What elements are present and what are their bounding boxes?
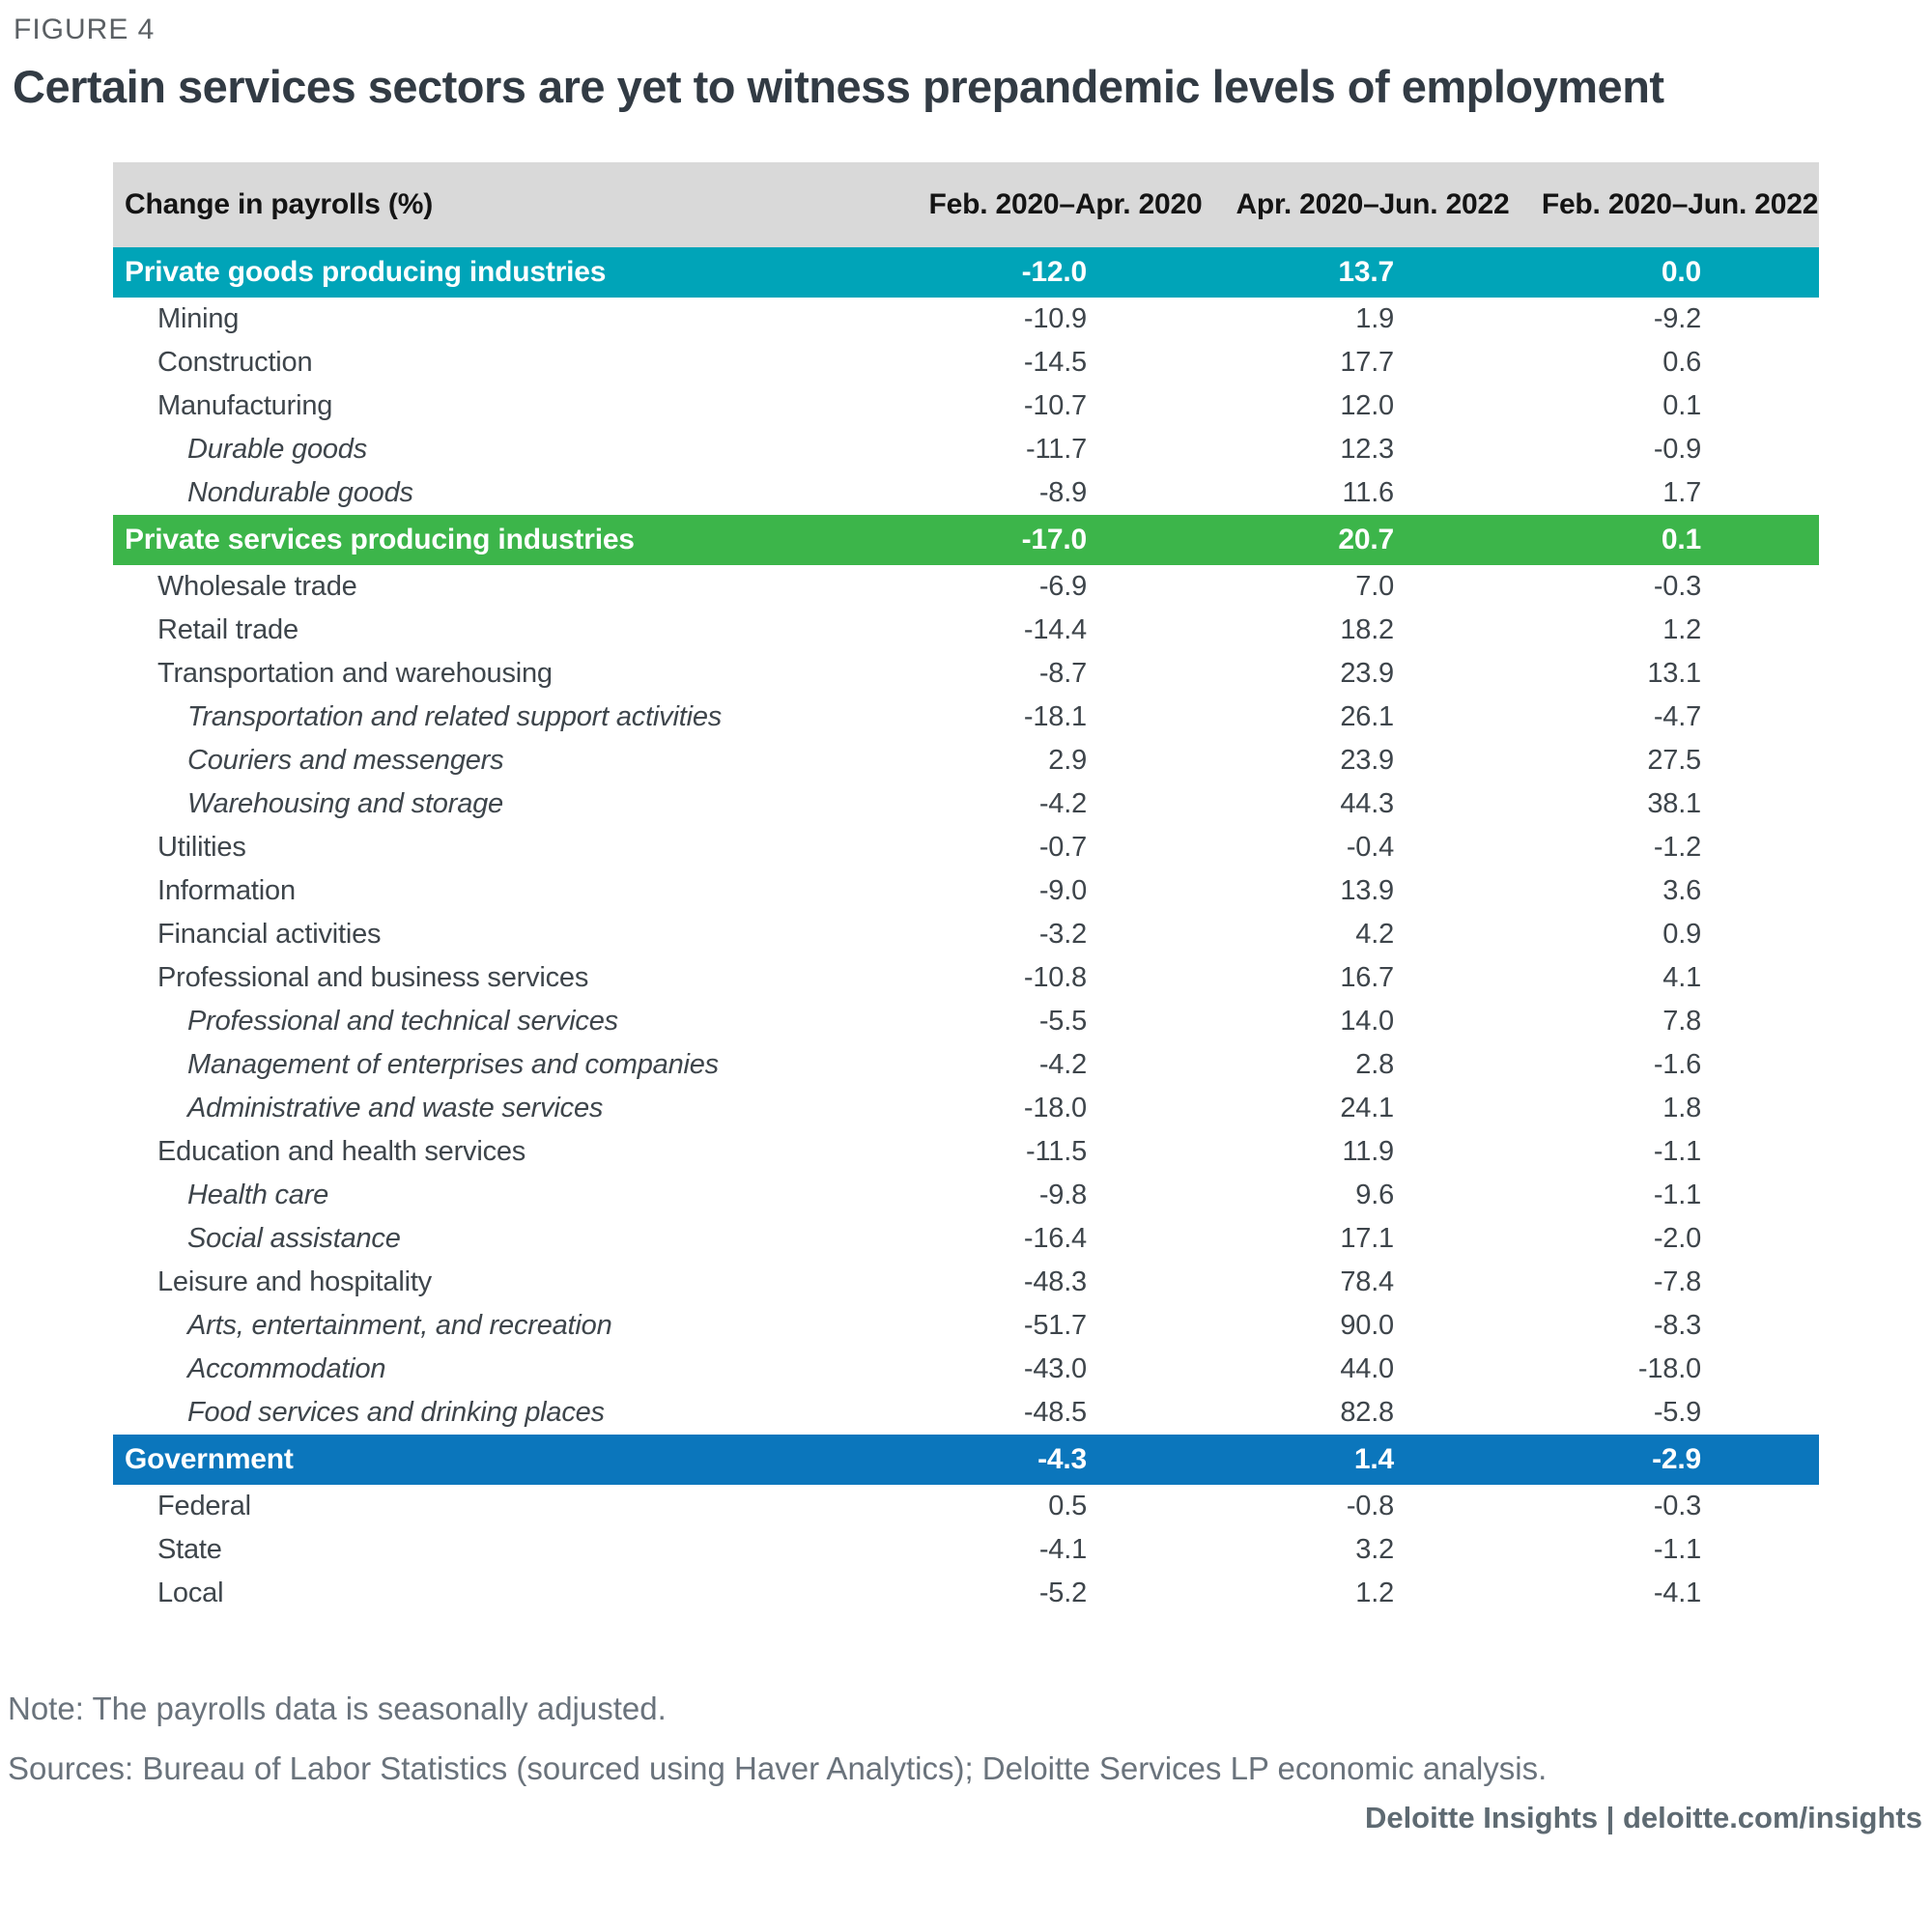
table-row [113,1528,1819,1572]
cell-value: -4.3 [1037,1442,1087,1475]
row-label: Durable goods [187,433,368,465]
cell-value: 24.1 [1340,1092,1394,1123]
cell-value: 0.9 [1662,918,1701,950]
table-row [113,956,1819,1000]
row-label: Construction [157,346,313,378]
cell-value: -2.0 [1653,1222,1701,1254]
cell-value: 7.8 [1662,1005,1701,1037]
page-title: Certain services sectors are yet to witness prepandemic levels of employment [13,61,1664,112]
row-label: Arts, entertainment, and recreation [187,1309,612,1341]
table-row [113,1043,1819,1087]
cell-value: -11.5 [1026,1135,1087,1167]
cell-value: -18.0 [1637,1352,1701,1384]
row-label: Professional and technical services [187,1005,618,1037]
cell-value: -4.1 [1653,1577,1701,1608]
cell-value: -4.1 [1038,1533,1087,1565]
cell-value: -9.0 [1038,874,1087,906]
cell-value: 12.3 [1340,433,1394,465]
table-row [113,696,1819,739]
row-label: Transportation and related support activities [187,700,723,732]
cell-value: 9.6 [1355,1179,1394,1210]
figure-number-label: FIGURE 4 [14,14,156,45]
table-row [113,1087,1819,1130]
row-label: Utilities [157,831,246,863]
row-label: Wholesale trade [157,570,357,602]
row-label: Couriers and messengers [187,744,504,776]
table-row [113,1572,1819,1615]
cell-value: 20.7 [1338,523,1394,555]
row-label: Accommodation [187,1352,386,1384]
row-label: Nondurable goods [187,476,413,508]
cell-value: -8.9 [1038,476,1087,508]
cell-value: 12.0 [1340,389,1394,421]
table-row [113,1000,1819,1043]
cell-value: 13.7 [1338,255,1394,288]
row-label: Social assistance [187,1222,401,1254]
cell-value: 1.8 [1662,1092,1701,1123]
cell-value: -4.2 [1038,1048,1087,1080]
cell-value: -10.7 [1023,389,1087,421]
row-label: Information [157,874,296,906]
row-label: Financial activities [157,918,382,950]
cell-value: 17.1 [1340,1222,1394,1254]
cell-value: -5.9 [1653,1396,1701,1428]
row-label: Government [125,1442,294,1475]
cell-value: 7.0 [1355,570,1394,602]
section-header-row [113,247,1819,298]
row-label: Education and health services [157,1135,526,1167]
cell-value: 13.1 [1647,657,1701,689]
row-label: Local [157,1577,224,1608]
cell-value: -8.3 [1653,1309,1701,1341]
row-label: Warehousing and storage [187,787,503,819]
row-label: Administrative and waste services [187,1092,604,1123]
row-label: Management of enterprises and companies [187,1048,719,1080]
cell-value: 82.8 [1340,1396,1394,1428]
cell-value: -5.5 [1038,1005,1087,1037]
cell-value: -14.5 [1023,346,1087,378]
table-row [113,341,1819,384]
table-row [113,826,1819,869]
cell-value: -48.3 [1023,1265,1087,1297]
table-row [113,739,1819,782]
cell-value: 27.5 [1647,744,1701,776]
section-header-row [113,515,1819,565]
cell-value: 11.9 [1342,1135,1394,1167]
cell-value: 4.2 [1355,918,1394,950]
table-row [113,1304,1819,1348]
deloitte-insights-brand: Deloitte Insights | deloitte.com/insights [1364,1800,1922,1834]
row-label: Retail trade [157,613,298,645]
cell-value: 38.1 [1647,787,1701,819]
cell-value: -3.2 [1038,918,1087,950]
cell-value: -10.8 [1023,961,1087,993]
note-text: Note: The payrolls data is seasonally adjusted. [8,1690,667,1726]
table-row [113,1348,1819,1391]
cell-value: 23.9 [1340,657,1394,689]
row-label: Manufacturing [157,389,333,421]
table-row [113,565,1819,609]
row-label: Mining [157,302,240,334]
cell-value: -1.1 [1653,1179,1701,1210]
row-label: Leisure and hospitality [157,1265,432,1297]
cell-value: -6.9 [1038,570,1087,602]
row-label: Private goods producing industries [125,255,607,288]
table-body [113,247,1819,1615]
table-row [113,869,1819,913]
cell-value: -12.0 [1021,255,1087,288]
cell-value: -17.0 [1021,523,1087,555]
cell-value: -4.7 [1653,700,1701,732]
column-header-feb2020-jun2022: Feb. 2020–Jun. 2022 [1541,187,1819,220]
cell-value: -4.2 [1038,787,1087,819]
table-row [113,471,1819,515]
cell-value: -11.7 [1026,433,1087,465]
cell-value: 26.1 [1340,700,1394,732]
sources-text: Sources: Bureau of Labor Statistics (sourced using Haver Analytics); Deloitte Services LP economic analysis. [8,1749,1548,1786]
cell-value: -0.3 [1653,570,1701,602]
row-label: Food services and drinking places [187,1396,605,1428]
cell-value: 11.6 [1342,476,1394,508]
cell-value: -1.1 [1653,1135,1701,1167]
cell-value: 3.6 [1662,874,1701,906]
cell-value: -0.4 [1346,831,1394,863]
cell-value: 4.1 [1662,961,1701,993]
section-header-row [113,1435,1819,1485]
table-row [113,1130,1819,1174]
cell-value: 90.0 [1340,1309,1394,1341]
cell-value: 1.9 [1355,302,1394,334]
table-row [113,1391,1819,1435]
table-row [113,298,1819,341]
cell-value: -2.9 [1652,1442,1701,1475]
cell-value: -1.2 [1653,831,1701,863]
table-row [113,1174,1819,1217]
cell-value: 0.0 [1661,255,1701,288]
row-label: Professional and business services [157,961,589,993]
cell-value: 44.3 [1340,787,1394,819]
cell-value: -5.2 [1038,1577,1087,1608]
cell-value: 13.9 [1340,874,1394,906]
cell-value: -18.1 [1023,700,1087,732]
payrolls-table [113,162,1819,1615]
table-row [113,384,1819,428]
cell-value: -51.7 [1023,1309,1087,1341]
cell-value: 14.0 [1340,1005,1394,1037]
cell-value: 0.6 [1662,346,1701,378]
cell-value: -0.8 [1346,1490,1394,1521]
cell-value: -9.2 [1653,302,1701,334]
cell-value: -0.7 [1038,831,1087,863]
cell-value: 0.1 [1662,389,1701,421]
cell-value: -48.5 [1023,1396,1087,1428]
table-row [113,782,1819,826]
cell-value: -10.9 [1023,302,1087,334]
cell-value: 16.7 [1340,961,1394,993]
cell-value: -1.1 [1653,1533,1701,1565]
cell-value: -18.0 [1023,1092,1087,1123]
column-header-feb2020-apr2020: Feb. 2020–Apr. 2020 [928,187,1203,220]
cell-value: -0.3 [1653,1490,1701,1521]
cell-value: 2.8 [1355,1048,1394,1080]
cell-value: 78.4 [1340,1265,1394,1297]
table-header-row [113,162,1819,247]
figure-page [0,14,1932,1835]
cell-value: -0.9 [1653,433,1701,465]
row-label: State [157,1533,222,1565]
table-row [113,428,1819,471]
cell-value: 44.0 [1340,1352,1394,1384]
cell-value: 1.7 [1662,476,1701,508]
table-header-label: Change in payrolls (%) [125,187,433,220]
table-row [113,913,1819,956]
row-label: Private services producing industries [125,523,635,555]
cell-value: 23.9 [1340,744,1394,776]
cell-value: 0.5 [1048,1490,1087,1521]
cell-value: 0.1 [1661,523,1701,555]
cell-value: 17.7 [1340,346,1394,378]
cell-value: -8.7 [1038,657,1087,689]
cell-value: -9.8 [1038,1179,1087,1210]
row-label: Federal [157,1490,251,1521]
cell-value: 1.2 [1662,613,1701,645]
table-row [113,1261,1819,1304]
cell-value: -1.6 [1653,1048,1701,1080]
table-row [113,1485,1819,1528]
table-row [113,609,1819,652]
table-row [113,652,1819,696]
cell-value: -7.8 [1653,1265,1701,1297]
row-label: Transportation and warehousing [157,657,553,689]
cell-value: 1.4 [1353,1442,1394,1475]
table-row [113,1217,1819,1261]
cell-value: -14.4 [1023,613,1087,645]
cell-value: 2.9 [1048,744,1087,776]
column-header-apr2020-jun2022: Apr. 2020–Jun. 2022 [1236,187,1510,220]
cell-value: 1.2 [1355,1577,1394,1608]
cell-value: 18.2 [1340,613,1394,645]
cell-value: -16.4 [1023,1222,1087,1254]
cell-value: 3.2 [1355,1533,1394,1565]
row-label: Health care [187,1179,329,1210]
cell-value: -43.0 [1023,1352,1087,1384]
